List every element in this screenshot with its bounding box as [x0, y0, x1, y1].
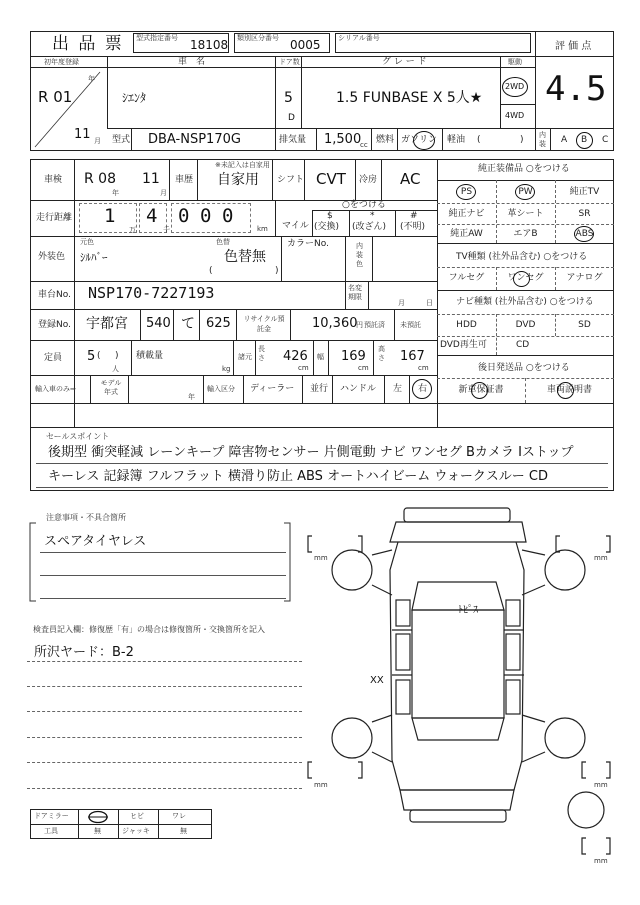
doc-manual-circle — [557, 382, 574, 399]
notes-text: スペアタイヤレス — [44, 534, 147, 549]
plate-kana: て — [181, 316, 195, 332]
doc-manual: 車両説明書 — [546, 385, 592, 395]
equip-title: 純正装備品 ○をつける — [478, 164, 570, 174]
interior-label: 内装 — [539, 131, 546, 148]
transmission: CVT — [316, 170, 346, 188]
first-reg-month: 11 — [74, 127, 91, 142]
drive-2wd-circle — [502, 77, 528, 97]
mileage-digit-3: 0 — [178, 205, 190, 227]
width-cm: 169 — [341, 349, 366, 364]
jack-value: 無 — [180, 827, 187, 835]
original-color: ｼﾙﾊﾞｰ — [80, 251, 108, 264]
vehicle-history: 自家用 — [217, 172, 259, 188]
drive-4wd: 4WD — [505, 111, 525, 120]
inspection-month: 11 — [142, 171, 160, 187]
plate-area: 宇都宮 — [86, 316, 128, 332]
doc-warranty: 新車保証書 — [458, 385, 504, 395]
tv-oneseg-circle — [513, 271, 530, 287]
plate-number: 625 — [206, 316, 231, 331]
model-designation-no: 18108 — [190, 38, 229, 52]
height-cm: 167 — [400, 349, 425, 364]
form-title: 出 品 票 — [52, 34, 124, 54]
damage-mark-front: ﾄﾋﾟｽ — [458, 605, 478, 616]
seating-capacity: 5 — [87, 349, 96, 364]
first-reg-era: R 01 — [38, 88, 73, 106]
fuel-gas-circle — [413, 131, 435, 150]
interior-grade-b: B — [581, 135, 588, 145]
plate-class: 540 — [146, 316, 171, 331]
displacement: 1,500 — [324, 132, 362, 147]
repaint-status: 色替無 — [224, 249, 266, 265]
door-count: 5 — [284, 90, 293, 106]
inspector-text: 所沢ヤード：B-2 — [34, 645, 134, 660]
mileage-digit-2: 4 — [146, 205, 158, 227]
equip-pw-circle — [515, 184, 535, 200]
steering-right: 右 — [418, 384, 428, 394]
equip-ps: PS — [460, 187, 473, 197]
mileage-digit-5: 0 — [222, 205, 234, 227]
mileage-digit-4: 0 — [200, 205, 212, 227]
fuel-gasoline: ガソリン — [401, 135, 438, 145]
equip-abs-circle — [574, 226, 594, 242]
sales-line-2: キーレス 記録簿 フルフラット 横滑り防止 ABS オートハイビーム ウォークスルー CD — [48, 469, 548, 484]
score-value: 4.5 — [545, 69, 607, 109]
steering-right-circle — [412, 379, 432, 399]
damage-mark-side: XX — [370, 675, 384, 686]
class-category-no: 0005 — [290, 38, 321, 52]
equip-abs: ABS — [575, 229, 594, 239]
mirror-motor-mark — [84, 810, 112, 824]
inspection-era: R 08 — [84, 171, 116, 187]
tv-oneseg: ワンセグ — [507, 273, 544, 283]
interior-b-circle — [576, 132, 593, 149]
drive-2wd: 2WD — [505, 82, 525, 91]
mileage-digit-1: 1 — [104, 205, 116, 227]
notes-bracket — [26, 515, 294, 607]
recycle-fee: 10,360 — [312, 316, 358, 331]
car-damage-diagram — [300, 500, 620, 870]
equip-ps-circle — [456, 184, 476, 200]
doc-warranty-circle — [471, 382, 488, 399]
grade: 1.5 FUNBASE X 5人★ — [336, 90, 483, 106]
model-code: DBA-NSP170G — [148, 132, 241, 147]
equip-pw: PW — [518, 187, 533, 197]
chassis-number: NSP170-7227193 — [88, 284, 215, 302]
sales-line-1: 後期型 衝突軽減 レーンキープ 障害物センサー 片側電動 ナビ ワンセグ Bカメラ Iストップ — [48, 445, 574, 460]
tools-value: 無 — [94, 827, 101, 835]
air-conditioner: AC — [400, 170, 421, 188]
car-name: ｼｴﾝﾀ — [122, 91, 147, 105]
length-cm: 426 — [283, 349, 308, 364]
score-label: 評 価 点 — [555, 41, 592, 52]
